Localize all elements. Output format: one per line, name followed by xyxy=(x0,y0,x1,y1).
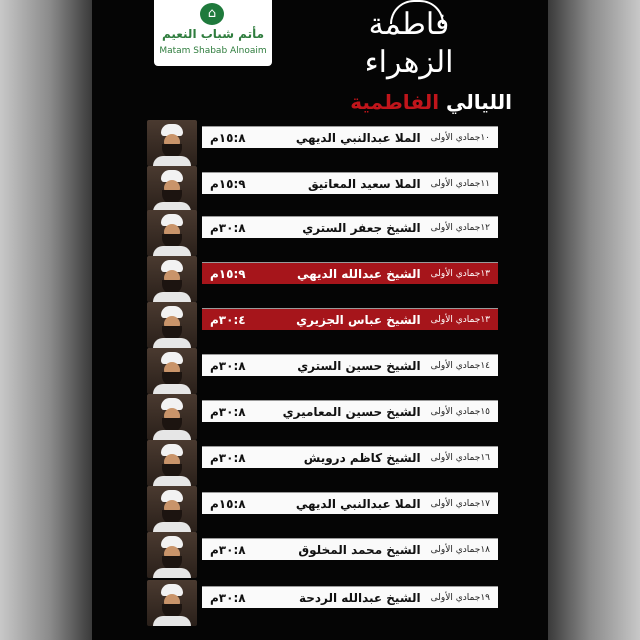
list-item xyxy=(147,302,497,354)
schedule-date: ١٨جمادي الأولى xyxy=(430,544,490,555)
schedule-time: ٣٠:٨م xyxy=(210,404,246,419)
speaker-photo xyxy=(147,580,197,626)
list-item xyxy=(147,120,497,172)
schedule-date: ١١جمادي الأولى xyxy=(430,178,490,189)
speaker-photo xyxy=(147,210,197,256)
speaker-name: الشيخ عبدالله الديهي xyxy=(296,266,421,281)
speaker-photo xyxy=(147,166,197,212)
schedule-time: ٣٠:٨م xyxy=(210,450,246,465)
schedule-date: ١٩جمادي الأولى xyxy=(430,592,490,603)
list-item xyxy=(147,440,497,492)
schedule-date: ١٤جمادي الأولى xyxy=(430,360,490,371)
schedule-time: ٣٠:٤م xyxy=(210,312,246,327)
speaker-name: الشيخ محمد المخلوق xyxy=(298,542,421,557)
schedule-time: ١٥:٨م xyxy=(210,130,246,145)
speaker-name: الملا عبدالنبي الديهي xyxy=(295,130,421,145)
blurred-left-border xyxy=(0,0,92,640)
list-item xyxy=(147,210,497,262)
dome-emblem-icon: ⌂ xyxy=(200,3,224,25)
schedule-date: ١٧جمادي الأولى xyxy=(430,498,490,509)
speaker-photo xyxy=(147,302,197,348)
speaker-photo xyxy=(147,120,197,166)
schedule-time: ١٥:٨م xyxy=(210,496,246,511)
calligraphy-fatima: فاطمة الزهراء xyxy=(364,7,454,80)
poster xyxy=(92,0,548,640)
title-part-1: الليالي xyxy=(446,90,512,114)
schedule-date: ١٣جمادي الأولى xyxy=(430,314,490,325)
speaker-photo xyxy=(147,256,197,302)
speaker-photo xyxy=(147,440,197,486)
page-title xyxy=(312,90,512,114)
schedule-date: ١٥جمادي الأولى xyxy=(430,406,490,417)
speaker-photo xyxy=(147,486,197,532)
speaker-name: الملا سعيد المعاتيق xyxy=(307,176,421,191)
schedule-bar xyxy=(202,400,498,422)
list-item xyxy=(147,486,497,538)
list-item xyxy=(147,394,497,446)
speaker-name: الملا عبدالنبي الديهي xyxy=(295,496,421,511)
schedule-bar xyxy=(202,172,498,194)
schedule-date: ١٢جمادي الأولى xyxy=(430,222,490,233)
logo-arabic-text: مأتم شباب النعيم xyxy=(161,27,265,41)
speaker-photo xyxy=(147,394,197,440)
speaker-photo xyxy=(147,348,197,394)
list-item xyxy=(147,580,497,632)
schedule-bar xyxy=(202,446,498,468)
schedule-date: ١٣جمادي الأولى xyxy=(430,268,490,279)
logo-english-text: Matam Shabab Alnoaim xyxy=(159,46,267,56)
speaker-name: الشيخ جعفر الستري xyxy=(302,220,421,235)
speaker-name: الشيخ عباس الجزيري xyxy=(296,312,421,327)
schedule-bar xyxy=(202,308,498,330)
schedule-time: ٣٠:٨م xyxy=(210,220,246,235)
title-part-2: الفاطمية xyxy=(350,90,440,114)
schedule-date: ١٦جمادي الأولى xyxy=(430,452,490,463)
list-item xyxy=(147,532,497,584)
speaker-name: الشيخ عبدالله الردحة xyxy=(298,590,421,605)
schedule-bar xyxy=(202,216,498,238)
schedule-bar xyxy=(202,538,498,560)
schedule-time: ١٥:٩م xyxy=(210,176,246,191)
schedule-time: ٣٠:٨م xyxy=(210,358,246,373)
schedule-bar xyxy=(202,492,498,514)
schedule-bar xyxy=(202,354,498,376)
logo xyxy=(154,0,272,66)
speaker-photo xyxy=(147,532,197,578)
speaker-name: الشيخ كاظم درويش xyxy=(303,450,421,465)
list-item xyxy=(147,256,497,308)
speaker-name: الشيخ حسين الستري xyxy=(297,358,421,373)
list-item xyxy=(147,348,497,400)
schedule-bar xyxy=(202,586,498,608)
schedule-time: ٣٠:٨م xyxy=(210,590,246,605)
schedule-date: ١٠جمادي الأولى xyxy=(430,132,490,143)
blurred-right-border xyxy=(548,0,640,640)
schedule-time: ٣٠:٨م xyxy=(210,542,246,557)
schedule-time: ١٥:٩م xyxy=(210,266,246,281)
speaker-name: الشيخ حسين المعاميري xyxy=(282,404,421,419)
schedule-bar xyxy=(202,126,498,148)
schedule-bar xyxy=(202,262,498,284)
